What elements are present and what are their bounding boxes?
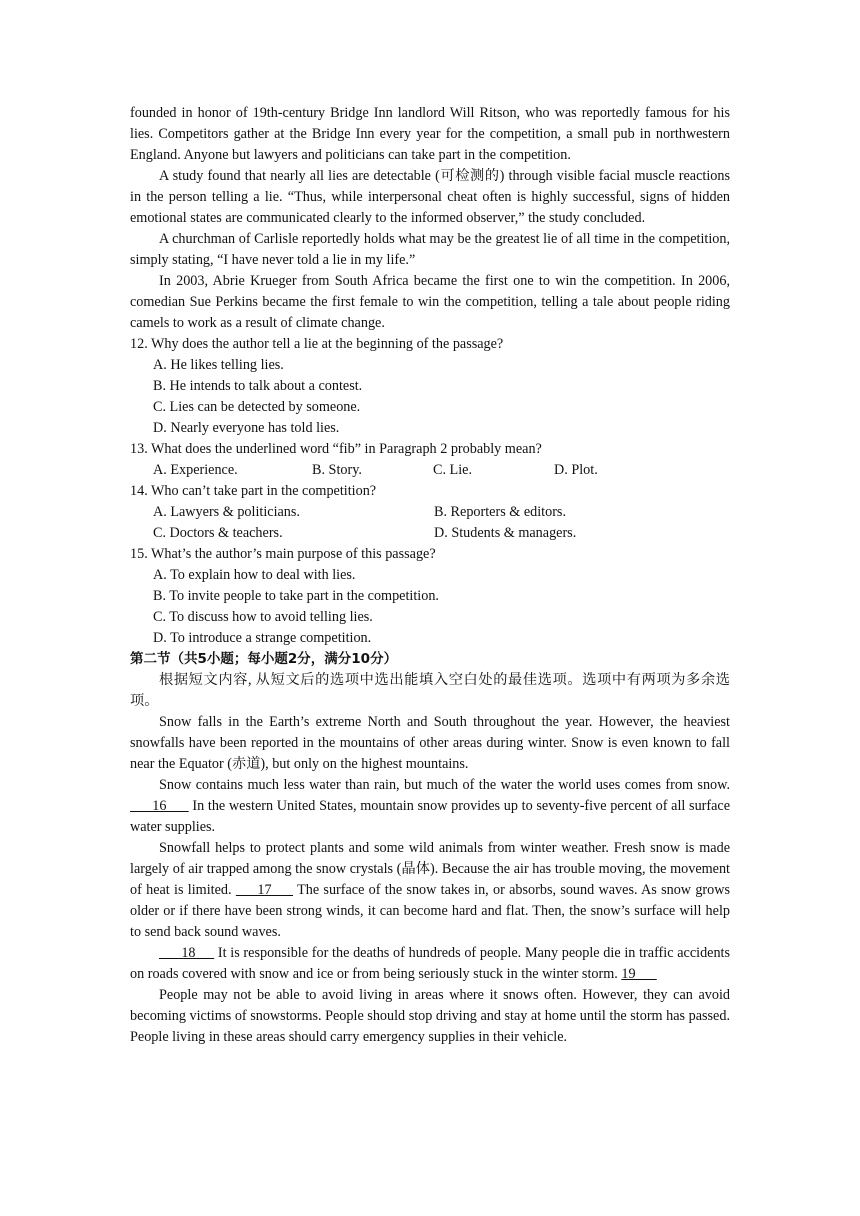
passage-paragraph-1: founded in honor of 19th-century Bridge Inn landlord Will Ritson, who was reportedly famous for his lies. Competitors gather at the Bridge Inn every year for the competition, a small pub in northwestern England. Anyone but lawyers and politicians can take part in the competition. [130,105,730,163]
section-2-instruction: 根据短文内容, 从短文后的选项中选出能填入空白处的最佳选项。选项中有两项为多余选项。 [130,672,730,709]
passage-paragraph-2: A study found that nearly all lies are detectable (可检测的) through visible facial muscle reactions in the person telling a lie. “Thus, while interpersonal cheat often is highly successful, signs of hidden emotional states are communicated clearly to the informed observer,” the study concluded. [130,168,730,226]
snow-paragraph-4-text: It is responsible for the deaths of hundreds of people. Many people die in traffic accidents on roads covered with snow and ice or from being seriously stuck in the winter storm. [130,945,731,982]
blank-18: 18 [159,945,215,961]
question-13-option-b: B. Story. [312,462,362,478]
snow-paragraph-2-text-b: In the western United States, mountain snow provides up to seventy-five percent of all surface water supplies. [130,798,731,835]
snow-paragraph-3 [130,838,730,943]
blank-17: 17 [235,882,294,898]
question-12-stem: 12. Why does the author tell a lie at the beginning of the passage? [130,336,504,352]
question-13-options [153,460,730,481]
question-15-option-c: C. To discuss how to avoid telling lies. [153,609,373,625]
question-14-options-row-1 [153,502,730,523]
snow-paragraph-2-text-a: Snow contains much less water than rain, but much of the water the world uses comes from snow. [159,777,730,793]
question-12-option-d: D. Nearly everyone has told lies. [153,420,340,436]
blank-19: 19 [621,966,657,982]
question-15-option-a: A. To explain how to deal with lies. [153,567,356,583]
question-13-option-d: D. Plot. [554,462,598,478]
snow-paragraph-3-text-b: The surface of the snow takes in, or absorbs, sound waves. As snow grows older or if there have been strong winds, it can become hard and flat. Then, the snow’s surface will help to send back sound waves. [130,882,731,940]
passage-paragraph-4: In 2003, Abrie Krueger from South Africa became the first one to win the competition. In 2006, comedian Sue Perkins became the first female to win the competition, telling a tale about people riding camels to work as a result of climate change. [130,273,730,331]
question-15-option-d: D. To introduce a strange competition. [153,630,372,646]
snow-paragraph-5: People may not be able to avoid living in areas where it snows often. However, they can avoid becoming victims of snowstorms. People should stop driving and stay at home until the storm has passed. People living in these areas should carry emergency supplies in their vehicle. [130,987,730,1045]
question-13-stem: 13. What does the underlined word “fib” in Paragraph 2 probably mean? [130,441,542,457]
question-15-option-b: B. To invite people to take part in the competition. [153,588,439,604]
question-14-option-c: C. Doctors & teachers. [153,525,283,541]
question-15-stem: 15. What’s the author’s main purpose of this passage? [130,546,436,562]
question-14-stem: 14. Who can’t take part in the competition? [130,483,377,499]
question-14-options-row-2 [153,523,730,544]
question-12-option-b: B. He intends to talk about a contest. [153,378,363,394]
snow-paragraph-2 [130,775,730,838]
question-13-option-c: C. Lie. [433,462,473,478]
question-14-option-a: A. Lawyers & politicians. [153,504,300,520]
section-2-heading: 第二节（共5小题；每小题2分，满分10分） [130,651,398,667]
passage-paragraph-3: A churchman of Carlisle reportedly holds what may be the greatest lie of all time in the competition, simply stating, “I have never told a lie in my life.” [130,231,730,268]
question-12-option-a: A. He likes telling lies. [153,357,284,373]
question-13-option-a: A. Experience. [153,462,238,478]
exam-page [130,103,730,1048]
question-14-option-b: B. Reporters & editors. [434,504,567,520]
question-12-option-c: C. Lies can be detected by someone. [153,399,361,415]
question-14-option-d: D. Students & managers. [434,525,577,541]
blank-16: 16 [130,798,189,814]
snow-paragraph-3-text-a: Snowfall helps to protect plants and some wild animals from winter weather. Fresh snow is made largely of air trapped among the snow crystals (晶体). Because the air has trouble moving, the movement of heat is limited. [130,840,730,898]
snow-paragraph-1: Snow falls in the Earth’s extreme North and South throughout the year. However, the heaviest snowfalls have been reported in the mountains of other areas during winter. Snow is even known to fall near the Equator (赤道), but only on the highest mountains. [130,714,730,772]
snow-paragraph-4 [130,943,730,985]
